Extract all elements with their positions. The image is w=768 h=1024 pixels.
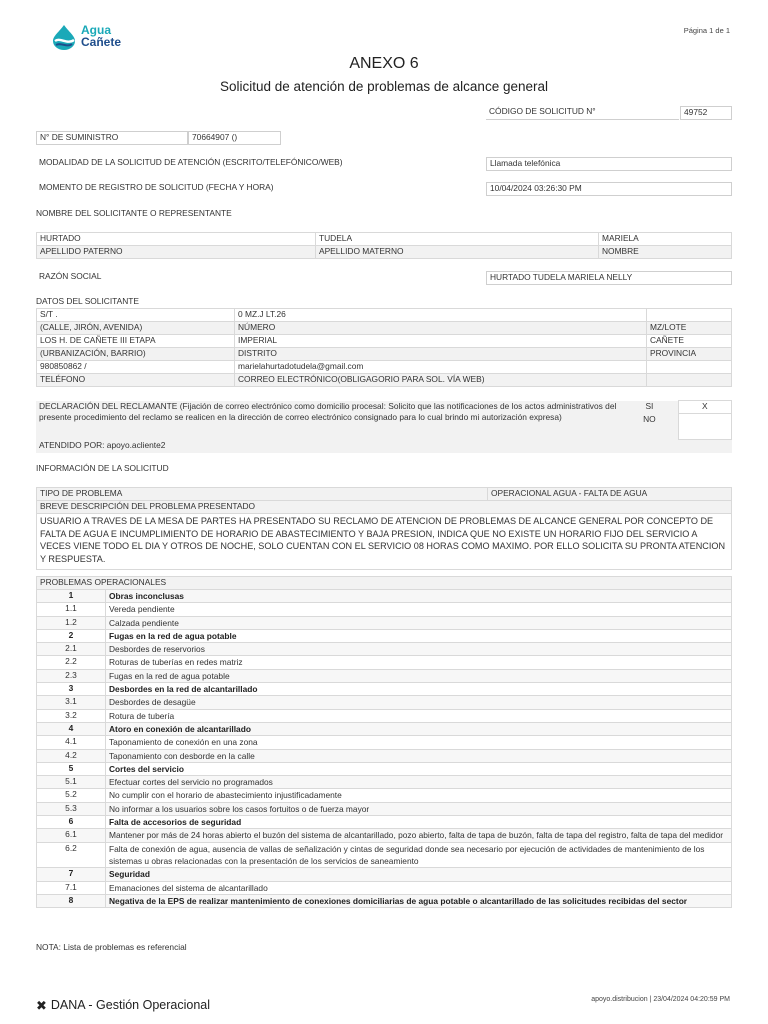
problem-number: 1.1 <box>37 603 106 616</box>
problem-row <box>37 683 732 696</box>
district-value: IMPERIAL <box>235 335 647 348</box>
urbanization-label: (URBANIZACIÓN, BARRIO) <box>37 348 235 361</box>
maternal-surname-label: APELLIDO MATERNO <box>316 246 599 259</box>
document-title: ANEXO 6 <box>349 55 419 72</box>
problem-row <box>37 762 732 775</box>
page-indicator: Página 1 de 1 <box>683 26 730 35</box>
problem-number: 5.1 <box>37 776 106 789</box>
problem-number: 1.2 <box>37 616 106 629</box>
problem-number: 4.2 <box>37 749 106 762</box>
request-info-section-label: INFORMACIÓN DE LA SOLICITUD <box>36 463 169 473</box>
problem-number: 5.2 <box>37 789 106 802</box>
problem-number: 6 <box>37 816 106 829</box>
problem-row <box>37 802 732 815</box>
problem-row <box>37 749 732 762</box>
applicant-data-section-label: DATOS DEL SOLICITANTE <box>36 296 139 306</box>
street-value: S/T . <box>37 309 235 322</box>
request-code-value: 49752 <box>680 106 732 120</box>
problem-row <box>37 656 732 669</box>
problem-text: Fugas en la red de agua potable <box>106 669 732 682</box>
problem-text: Cortes del servicio <box>106 762 732 775</box>
first-name-label: NOMBRE <box>599 246 732 259</box>
problem-number: 7 <box>37 868 106 881</box>
business-name-label: RAZÓN SOCIAL <box>39 271 102 281</box>
problem-row <box>37 894 732 907</box>
problem-row <box>37 669 732 682</box>
no-label: NO <box>621 414 678 440</box>
problem-row <box>37 643 732 656</box>
province-value: CAÑETE <box>647 335 732 348</box>
problem-type-label: TIPO DE PROBLEMA <box>37 488 488 501</box>
footer-meta: apoyo.distribucion | 23/04/2024 04:20:59 PM <box>591 996 730 1003</box>
problem-number: 2.3 <box>37 669 106 682</box>
problem-number: 8 <box>37 894 106 907</box>
problem-row <box>37 776 732 789</box>
problem-text: Seguridad <box>106 868 732 881</box>
moment-label: MOMENTO DE REGISTRO DE SOLICITUD (FECHA Y HORA) <box>39 182 274 192</box>
problem-number: 2.2 <box>37 656 106 669</box>
lot-label: MZ/LOTE <box>647 322 732 335</box>
problem-row <box>37 590 732 603</box>
paternal-surname: HURTADO <box>37 233 316 246</box>
problem-text: Fugas en la red de agua potable <box>106 629 732 642</box>
water-drop-icon <box>50 24 78 50</box>
footer-brand <box>36 998 210 1012</box>
problem-text: Rotura de tubería <box>106 709 732 722</box>
problem-row <box>37 816 732 829</box>
maternal-surname: TUDELA <box>316 233 599 246</box>
problem-number: 3 <box>37 683 106 696</box>
applicant-name-section-label: NOMBRE DEL SOLICITANTE O REPRESENTANTE <box>36 208 232 218</box>
problem-number: 2.1 <box>37 643 106 656</box>
problem-number: 2 <box>37 629 106 642</box>
problem-text: Desbordes en la red de alcantarillado <box>106 683 732 696</box>
no-mark <box>678 414 731 440</box>
problem-row <box>37 736 732 749</box>
tools-icon: ✖ <box>36 997 47 1013</box>
problem-text: Taponamiento con desborde en la calle <box>106 749 732 762</box>
footer-brand-text: DANA - Gestión Operacional <box>50 998 211 1012</box>
problem-row <box>37 789 732 802</box>
description-text: USUARIO A TRAVES DE LA MESA DE PARTES HA PRESENTADO SU RECLAMO DE ATENCION DE PROBLEMAS DE ALCANCE GENERAL POR CONCEPTO DE FALTA DE AGUA E INCUMPLIMIENTO DE HORARIO DE ABASTECIMIENTO Y BAJA PRESION, INDICA QUE NO EXISTE UN HORARIO FIJO DEL SERVICIO A VECES VIENE TODO EL DIA Y OTROS DE NOCHE, SOLO CUENTAN CON EL SERVICIO 08 HORAS COMO MAXIMO. POR ELLO SOLICITA SU PRONTA ATENCION Y RESPUESTA. <box>37 514 732 570</box>
problem-text: Taponamiento de conexión en una zona <box>106 736 732 749</box>
document-subtitle: Solicitud de atención de problemas de alcance general <box>220 79 548 94</box>
phone-label: TELÉFONO <box>37 374 235 387</box>
problem-text: Mantener por más de 24 horas abierto el buzón del sistema de alcantarillado, pozo abierto, falta de tapa de buzón, falta de tapa del registro, falta de tapa del medidor <box>106 829 732 842</box>
problem-number: 6.1 <box>37 829 106 842</box>
business-name-value: HURTADO TUDELA MARIELA NELLY <box>486 271 732 285</box>
description-label: BREVE DESCRIPCIÓN DEL PROBLEMA PRESENTADO <box>37 501 732 514</box>
moment-value: 10/04/2024 03:26:30 PM <box>486 182 732 196</box>
problems-header: PROBLEMAS OPERACIONALES <box>37 577 732 590</box>
logo-line2: Cañete <box>81 35 122 49</box>
request-code-label: CÓDIGO DE SOLICITUD N° <box>486 106 679 120</box>
problem-number: 4.1 <box>37 736 106 749</box>
problem-text: Atoro en conexión de alcantarillado <box>106 722 732 735</box>
problem-text: Emanaciones del sistema de alcantarillado <box>106 881 732 894</box>
district-label: DISTRITO <box>235 348 647 361</box>
problem-text: Falta de conexión de agua, ausencia de vallas de señalización y cintas de seguridad donde sea necesario por ejecución de actividades de mantenimiento de los sistemas u obras relacionadas con la presentación de los servicios de saneamiento <box>106 842 732 868</box>
note: NOTA: Lista de problemas es referencial <box>36 942 187 952</box>
street-label: (CALLE, JIRÓN, AVENIDA) <box>37 322 235 335</box>
yes-mark: X <box>678 401 731 414</box>
problem-text: Calzada pendiente <box>106 616 732 629</box>
problems-table <box>36 576 732 908</box>
problem-text: No cumplir con el horario de abastecimiento injustificadamente <box>106 789 732 802</box>
problem-text: Desbordes de reservorios <box>106 643 732 656</box>
attended-by: ATENDIDO POR: apoyo.acliente2 <box>36 440 732 453</box>
yes-label: SI <box>621 401 678 414</box>
problem-number: 5.3 <box>37 802 106 815</box>
problem-number: 3.2 <box>37 709 106 722</box>
problem-row <box>37 696 732 709</box>
problem-text: No informar a los usuarios sobre los casos fortuitos o de fuerza mayor <box>106 802 732 815</box>
problem-number: 4 <box>37 722 106 735</box>
email-value: marielahurtadotudela@gmail.com <box>235 361 647 374</box>
phone-value: 980850862 / <box>37 361 235 374</box>
first-name: MARIELA <box>599 233 732 246</box>
problem-text: Roturas de tuberías en redes matriz <box>106 656 732 669</box>
supply-label: N° DE SUMINISTRO <box>36 131 188 145</box>
supply-value: 70664907 () <box>188 131 281 145</box>
problem-text: Negativa de la EPS de realizar mantenimiento de conexiones domiciliarias de agua potable o alcantarillado de las solicitudes recibidas del sector <box>106 894 732 907</box>
lot-value <box>647 309 732 322</box>
problem-text: Obras inconclusas <box>106 590 732 603</box>
email-label: CORREO ELECTRÓNICO(OBLIGAGORIO PARA SOL. VÍA WEB) <box>235 374 647 387</box>
modality-label: MODALIDAD DE LA SOLICITUD DE ATENCIÓN (ESCRITO/TELEFÓNICO/WEB) <box>39 157 343 167</box>
problems-body <box>37 590 732 908</box>
declaration-table <box>36 400 732 453</box>
problem-number: 3.1 <box>37 696 106 709</box>
problem-number: 6.2 <box>37 842 106 868</box>
problem-row <box>37 603 732 616</box>
applicant-data-table <box>36 308 732 387</box>
applicant-name-table <box>36 232 732 259</box>
number-value: 0 MZ.J LT.26 <box>235 309 647 322</box>
declaration-text: DECLARACIÓN DEL RECLAMANTE (Fijación de correo electrónico como domicilio procesal: Solicito que las notificaciones de los actos administrativos del presente procedimiento del reclamo se realicen en la dirección de correo electrónico consignado para lo cual brindo mi autorización expresa) <box>36 401 621 440</box>
problem-row <box>37 616 732 629</box>
problem-number: 7.1 <box>37 881 106 894</box>
problem-type-value: OPERACIONAL AGUA - FALTA DE AGUA <box>488 488 732 501</box>
problem-row <box>37 868 732 881</box>
problem-row <box>37 709 732 722</box>
problem-text: Efectuar cortes del servicio no programados <box>106 776 732 789</box>
problem-row <box>37 629 732 642</box>
problem-row <box>37 829 732 842</box>
request-info-table <box>36 487 732 570</box>
problem-number: 5 <box>37 762 106 775</box>
problem-row <box>37 842 732 868</box>
urbanization-value: LOS H. DE CAÑETE III ETAPA <box>37 335 235 348</box>
paternal-surname-label: APELLIDO PATERNO <box>37 246 316 259</box>
province-label: PROVINCIA <box>647 348 732 361</box>
problem-row <box>37 881 732 894</box>
problem-number: 1 <box>37 590 106 603</box>
logo-line1: Agua <box>81 23 111 37</box>
problem-text: Falta de accesorios de seguridad <box>106 816 732 829</box>
logo <box>50 24 130 52</box>
modality-value: Llamada telefónica <box>486 157 732 171</box>
problem-text: Vereda pendiente <box>106 603 732 616</box>
problem-row <box>37 722 732 735</box>
problem-text: Desbordes de desagüe <box>106 696 732 709</box>
number-label: NÚMERO <box>235 322 647 335</box>
